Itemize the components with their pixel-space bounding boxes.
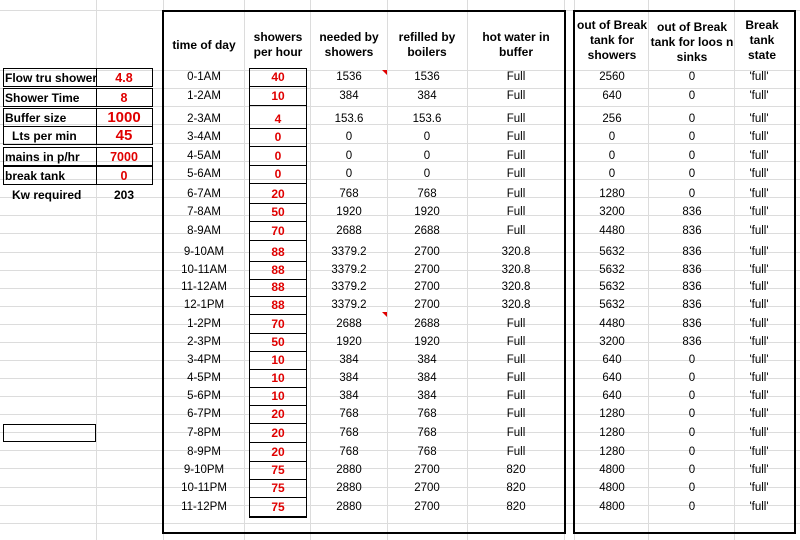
row-out-showers[interactable]: 640 <box>602 390 622 402</box>
row-needed[interactable]: 768 <box>339 427 359 439</box>
header-out-for-loos: out of Break tank for loos n sinks <box>650 19 734 64</box>
row-refilled[interactable]: 384 <box>417 390 437 402</box>
showers-cell-line <box>249 165 307 166</box>
row-hot-water[interactable]: 320.8 <box>501 246 531 258</box>
row-hot-water[interactable]: Full <box>506 188 526 200</box>
row-refilled[interactable]: 2700 <box>414 299 440 311</box>
row-hot-water[interactable]: Full <box>506 408 526 420</box>
row-hot-water[interactable]: Full <box>506 168 526 180</box>
header-time-of-day: time of day <box>172 37 236 52</box>
input-label: mains in p/hr <box>5 149 80 164</box>
row-time[interactable]: 7-8AM <box>187 206 221 218</box>
row-needed[interactable]: 2880 <box>336 501 362 513</box>
row-tank-state[interactable]: 'full' <box>749 113 769 125</box>
row-needed[interactable]: 2880 <box>336 482 362 494</box>
row-refilled[interactable]: 0 <box>423 131 431 143</box>
row-hot-water[interactable]: Full <box>506 131 526 143</box>
showers-cell-line <box>249 461 307 462</box>
row-showers[interactable]: 75 <box>271 481 285 495</box>
row-needed[interactable]: 3379.2 <box>331 281 367 293</box>
row-hot-water[interactable]: Full <box>506 446 526 458</box>
row-out-loos[interactable]: 836 <box>682 318 702 330</box>
input-label: Buffer size <box>5 110 67 125</box>
row-refilled[interactable]: 768 <box>417 408 437 420</box>
row-time[interactable]: 3-4PM <box>187 354 221 366</box>
input-value[interactable]: 7000 <box>110 149 138 164</box>
input-label: Lts per min <box>12 128 77 143</box>
row-needed[interactable]: 0 <box>345 131 353 143</box>
row-refilled[interactable]: 2700 <box>414 281 440 293</box>
row-time[interactable]: 11-12AM <box>181 281 227 293</box>
row-showers[interactable]: 0 <box>274 130 282 144</box>
row-out-loos[interactable]: 0 <box>688 131 696 143</box>
row-out-loos[interactable]: 0 <box>688 372 696 384</box>
row-hot-water[interactable]: Full <box>506 225 526 237</box>
row-tank-state[interactable]: 'full' <box>749 354 769 366</box>
row-hot-water[interactable]: Full <box>506 336 526 348</box>
row-showers[interactable]: 10 <box>271 389 285 403</box>
row-showers[interactable]: 20 <box>271 187 285 201</box>
row-needed[interactable]: 384 <box>339 372 359 384</box>
row-needed[interactable]: 768 <box>339 446 359 458</box>
row-time[interactable]: 11-12PM <box>181 501 227 513</box>
input-value-box <box>96 147 153 166</box>
row-hot-water[interactable]: Full <box>506 113 526 125</box>
row-out-loos[interactable]: 0 <box>688 501 696 513</box>
row-needed[interactable]: 384 <box>339 354 359 366</box>
row-time[interactable]: 3-4AM <box>187 131 221 143</box>
row-showers[interactable]: 88 <box>271 280 285 294</box>
row-tank-state[interactable]: 'full' <box>749 225 769 237</box>
row-needed[interactable]: 1920 <box>336 206 362 218</box>
comment-indicator-icon[interactable] <box>382 312 387 317</box>
row-tank-state[interactable]: 'full' <box>749 90 769 102</box>
header-hot-water-in-buffer: hot water in buffer <box>482 30 550 59</box>
row-out-loos[interactable]: 0 <box>688 446 696 458</box>
row-out-showers[interactable]: 4800 <box>599 482 625 494</box>
row-refilled[interactable]: 2688 <box>414 318 440 330</box>
row-time[interactable]: 7-8PM <box>187 427 221 439</box>
row-needed[interactable]: 0 <box>345 150 353 162</box>
row-tank-state[interactable]: 'full' <box>749 501 769 513</box>
showers-cell-line <box>249 369 307 370</box>
row-showers[interactable]: 70 <box>271 317 285 331</box>
row-time[interactable]: 2-3AM <box>187 113 221 125</box>
row-out-loos[interactable]: 0 <box>688 150 696 162</box>
row-refilled[interactable]: 2700 <box>414 264 440 276</box>
row-out-loos[interactable]: 0 <box>688 464 696 476</box>
showers-cell-line <box>249 128 307 129</box>
showers-cell-line <box>249 333 307 334</box>
row-time[interactable]: 8-9PM <box>187 446 221 458</box>
row-needed[interactable]: 3379.2 <box>331 299 367 311</box>
row-time[interactable]: 1-2PM <box>187 318 221 330</box>
row-showers[interactable]: 40 <box>271 70 285 84</box>
header-showers-per-hour: showers per hour <box>253 30 303 59</box>
showers-cell-line <box>249 86 307 87</box>
input-value[interactable]: 8 <box>120 90 128 105</box>
row-needed[interactable]: 2688 <box>336 318 362 330</box>
row-showers[interactable]: 20 <box>271 407 285 421</box>
row-time[interactable]: 8-9AM <box>187 225 221 237</box>
row-out-showers[interactable]: 0 <box>608 131 616 143</box>
row-out-loos[interactable]: 836 <box>682 336 702 348</box>
row-tank-state[interactable]: 'full' <box>749 188 769 200</box>
input-value[interactable]: 0 <box>120 168 128 183</box>
showers-cell-line <box>249 146 307 147</box>
input-value-box <box>96 108 153 127</box>
row-showers[interactable]: 75 <box>271 463 285 477</box>
row-out-loos[interactable]: 0 <box>688 408 696 420</box>
row-out-showers[interactable]: 1280 <box>599 427 625 439</box>
row-showers[interactable]: 50 <box>271 205 285 219</box>
row-showers[interactable]: 10 <box>271 353 285 367</box>
row-out-loos[interactable]: 836 <box>682 246 702 258</box>
row-needed[interactable]: 1536 <box>336 71 362 83</box>
row-showers[interactable]: 10 <box>271 371 285 385</box>
row-needed[interactable]: 3379.2 <box>331 246 367 258</box>
row-out-showers[interactable]: 4800 <box>599 464 625 476</box>
showers-cell-line <box>249 261 307 262</box>
row-time[interactable]: 12-1PM <box>183 299 225 311</box>
row-hot-water[interactable]: 820 <box>506 464 526 476</box>
showers-cell-line <box>249 351 307 352</box>
row-time[interactable]: 5-6PM <box>187 390 221 402</box>
showers-cell-line <box>249 203 307 204</box>
showers-cell-line <box>249 314 307 315</box>
row-hot-water[interactable]: 320.8 <box>501 281 531 293</box>
row-out-showers[interactable]: 4480 <box>599 225 625 237</box>
row-out-showers[interactable]: 3200 <box>599 206 625 218</box>
input-value: 203 <box>113 187 135 202</box>
row-needed[interactable]: 768 <box>339 188 359 200</box>
row-out-loos[interactable]: 0 <box>688 71 696 83</box>
row-tank-state[interactable]: 'full' <box>749 372 769 384</box>
showers-cell-line <box>249 183 307 184</box>
row-tank-state[interactable]: 'full' <box>749 264 769 276</box>
row-tank-state[interactable]: 'full' <box>749 336 769 348</box>
row-hot-water[interactable]: 320.8 <box>501 264 531 276</box>
row-tank-state[interactable]: 'full' <box>749 464 769 476</box>
row-showers[interactable]: 20 <box>271 426 285 440</box>
row-tank-state[interactable]: 'full' <box>749 299 769 311</box>
row-time[interactable]: 6-7AM <box>187 188 221 200</box>
row-refilled[interactable]: 384 <box>417 90 437 102</box>
row-tank-state[interactable]: 'full' <box>749 131 769 143</box>
row-refilled[interactable]: 1536 <box>414 71 440 83</box>
row-hot-water[interactable]: Full <box>506 318 526 330</box>
row-tank-state[interactable]: 'full' <box>749 427 769 439</box>
row-out-showers[interactable]: 5632 <box>599 264 625 276</box>
row-time[interactable]: 0-1AM <box>187 71 221 83</box>
showers-cell-line <box>249 279 307 280</box>
row-out-showers[interactable]: 640 <box>602 372 622 384</box>
row-out-loos[interactable]: 836 <box>682 225 702 237</box>
row-hot-water[interactable]: Full <box>506 71 526 83</box>
row-out-loos[interactable]: 0 <box>688 354 696 366</box>
row-refilled[interactable]: 2700 <box>414 501 440 513</box>
row-refilled[interactable]: 2700 <box>414 464 440 476</box>
row-needed[interactable]: 2688 <box>336 225 362 237</box>
row-hot-water[interactable]: Full <box>506 90 526 102</box>
showers-cell-line <box>249 423 307 424</box>
row-time[interactable]: 9-10PM <box>183 464 225 476</box>
row-out-loos[interactable]: 836 <box>682 281 702 293</box>
row-out-loos[interactable]: 0 <box>688 90 696 102</box>
row-out-showers[interactable]: 4800 <box>599 501 625 513</box>
input-label-box <box>3 147 97 166</box>
header-needed-by-showers: needed by showers <box>319 30 379 59</box>
row-showers[interactable]: 4 <box>274 112 282 126</box>
showers-cell-line <box>249 479 307 480</box>
row-out-loos[interactable]: 0 <box>688 113 696 125</box>
row-out-showers[interactable]: 1280 <box>599 446 625 458</box>
row-needed[interactable]: 768 <box>339 408 359 420</box>
row-tank-state[interactable]: 'full' <box>749 246 769 258</box>
row-out-showers[interactable]: 5632 <box>599 246 625 258</box>
row-hot-water[interactable]: Full <box>506 372 526 384</box>
input-value-box <box>96 68 153 87</box>
header-refilled-by-boilers: refilled by boilers <box>398 30 456 59</box>
row-tank-state[interactable]: 'full' <box>749 318 769 330</box>
row-out-showers[interactable]: 256 <box>602 113 622 125</box>
row-refilled[interactable]: 153.6 <box>412 113 442 125</box>
row-refilled[interactable]: 384 <box>417 372 437 384</box>
row-needed[interactable]: 1920 <box>336 336 362 348</box>
input-label: Shower Time <box>5 90 80 105</box>
row-time[interactable]: 1-2AM <box>187 90 221 102</box>
input-value-box <box>96 126 153 145</box>
row-hot-water[interactable]: Full <box>506 206 526 218</box>
input-label-box <box>3 88 97 107</box>
input-label-box <box>3 126 97 145</box>
showers-column-border <box>249 68 307 518</box>
row-showers[interactable]: 88 <box>271 298 285 312</box>
row-refilled[interactable]: 0 <box>423 150 431 162</box>
row-tank-state[interactable]: 'full' <box>749 281 769 293</box>
row-time[interactable]: 9-10AM <box>183 246 225 258</box>
header-break-tank-state: Break tank state <box>745 17 779 62</box>
row-time[interactable]: 2-3PM <box>187 336 221 348</box>
row-time[interactable]: 4-5PM <box>187 372 221 384</box>
row-needed[interactable]: 384 <box>339 390 359 402</box>
input-label: Kw required <box>12 187 82 202</box>
showers-cell-line <box>249 296 307 297</box>
row-needed[interactable]: 2880 <box>336 464 362 476</box>
row-showers[interactable]: 88 <box>271 263 285 277</box>
row-out-showers[interactable]: 640 <box>602 90 622 102</box>
row-out-showers[interactable]: 0 <box>608 168 616 180</box>
row-refilled[interactable]: 1920 <box>414 336 440 348</box>
row-out-loos[interactable]: 836 <box>682 206 702 218</box>
showers-cell-line <box>249 105 307 106</box>
row-out-loos[interactable]: 836 <box>682 299 702 311</box>
showers-cell-line <box>249 387 307 388</box>
showers-cell-line <box>249 405 307 406</box>
row-time[interactable]: 10-11AM <box>181 264 227 276</box>
row-showers[interactable]: 88 <box>271 245 285 259</box>
row-refilled[interactable]: 2688 <box>414 225 440 237</box>
row-out-loos[interactable]: 0 <box>688 188 696 200</box>
row-showers[interactable]: 0 <box>274 167 282 181</box>
row-refilled[interactable]: 0 <box>423 168 431 180</box>
selected-cell[interactable] <box>3 424 96 442</box>
row-showers[interactable]: 0 <box>274 149 282 163</box>
row-refilled[interactable]: 384 <box>417 354 437 366</box>
showers-cell-line <box>249 497 307 498</box>
showers-cell-line <box>249 221 307 222</box>
row-hot-water[interactable]: 820 <box>506 482 526 494</box>
row-out-showers[interactable]: 0 <box>608 150 616 162</box>
row-hot-water[interactable]: Full <box>506 427 526 439</box>
comment-indicator-icon[interactable] <box>382 70 387 75</box>
row-refilled[interactable]: 1920 <box>414 206 440 218</box>
row-out-showers[interactable]: 2560 <box>599 71 625 83</box>
row-hot-water[interactable]: 320.8 <box>501 299 531 311</box>
row-time[interactable]: 10-11PM <box>181 482 227 494</box>
row-hot-water[interactable]: Full <box>506 150 526 162</box>
row-tank-state[interactable]: 'full' <box>749 150 769 162</box>
input-value-box <box>96 88 153 107</box>
row-refilled[interactable]: 2700 <box>414 482 440 494</box>
row-showers[interactable]: 50 <box>271 335 285 349</box>
row-tank-state[interactable]: 'full' <box>749 446 769 458</box>
row-out-showers[interactable]: 5632 <box>599 281 625 293</box>
row-out-loos[interactable]: 0 <box>688 427 696 439</box>
row-time[interactable]: 5-6AM <box>187 168 221 180</box>
input-value[interactable]: 1000 <box>107 109 141 126</box>
row-needed[interactable]: 3379.2 <box>331 264 367 276</box>
row-needed[interactable]: 0 <box>345 168 353 180</box>
row-out-showers[interactable]: 1280 <box>599 188 625 200</box>
row-showers[interactable]: 20 <box>271 445 285 459</box>
row-needed[interactable]: 384 <box>339 90 359 102</box>
row-out-loos[interactable]: 836 <box>682 264 702 276</box>
showers-cell-line <box>249 442 307 443</box>
row-showers[interactable]: 75 <box>271 500 285 514</box>
input-value-box <box>96 166 153 185</box>
row-out-showers[interactable]: 640 <box>602 354 622 366</box>
input-label-box <box>3 166 97 185</box>
row-out-showers[interactable]: 5632 <box>599 299 625 311</box>
showers-cell-line <box>249 240 307 241</box>
row-out-showers[interactable]: 3200 <box>599 336 625 348</box>
row-time[interactable]: 6-7PM <box>187 408 221 420</box>
row-hot-water[interactable]: Full <box>506 354 526 366</box>
row-tank-state[interactable]: 'full' <box>749 390 769 402</box>
row-out-loos[interactable]: 0 <box>688 168 696 180</box>
row-time[interactable]: 4-5AM <box>187 150 221 162</box>
input-value[interactable]: 45 <box>115 127 133 144</box>
row-tank-state[interactable]: 'full' <box>749 168 769 180</box>
row-showers[interactable]: 10 <box>271 89 285 103</box>
row-out-loos[interactable]: 0 <box>688 482 696 494</box>
row-needed[interactable]: 153.6 <box>334 113 364 125</box>
input-label-box <box>3 68 97 87</box>
showers-cell-line <box>249 516 307 517</box>
row-out-showers[interactable]: 1280 <box>599 408 625 420</box>
row-refilled[interactable]: 768 <box>417 446 437 458</box>
row-refilled[interactable]: 2700 <box>414 246 440 258</box>
header-out-for-showers: out of Break tank for showers <box>576 17 647 62</box>
row-refilled[interactable]: 768 <box>417 427 437 439</box>
row-tank-state[interactable]: 'full' <box>749 482 769 494</box>
row-refilled[interactable]: 768 <box>417 188 437 200</box>
row-showers[interactable]: 70 <box>271 224 285 238</box>
input-label: break tank <box>5 168 66 183</box>
row-hot-water[interactable]: 820 <box>506 501 526 513</box>
row-tank-state[interactable]: 'full' <box>749 408 769 420</box>
row-tank-state[interactable]: 'full' <box>749 71 769 83</box>
row-out-showers[interactable]: 4480 <box>599 318 625 330</box>
row-tank-state[interactable]: 'full' <box>749 206 769 218</box>
input-label-box <box>3 108 97 127</box>
row-hot-water[interactable]: Full <box>506 390 526 402</box>
row-out-loos[interactable]: 0 <box>688 390 696 402</box>
input-value[interactable]: 4.8 <box>115 70 133 85</box>
input-label: Flow tru shower <box>5 70 98 85</box>
